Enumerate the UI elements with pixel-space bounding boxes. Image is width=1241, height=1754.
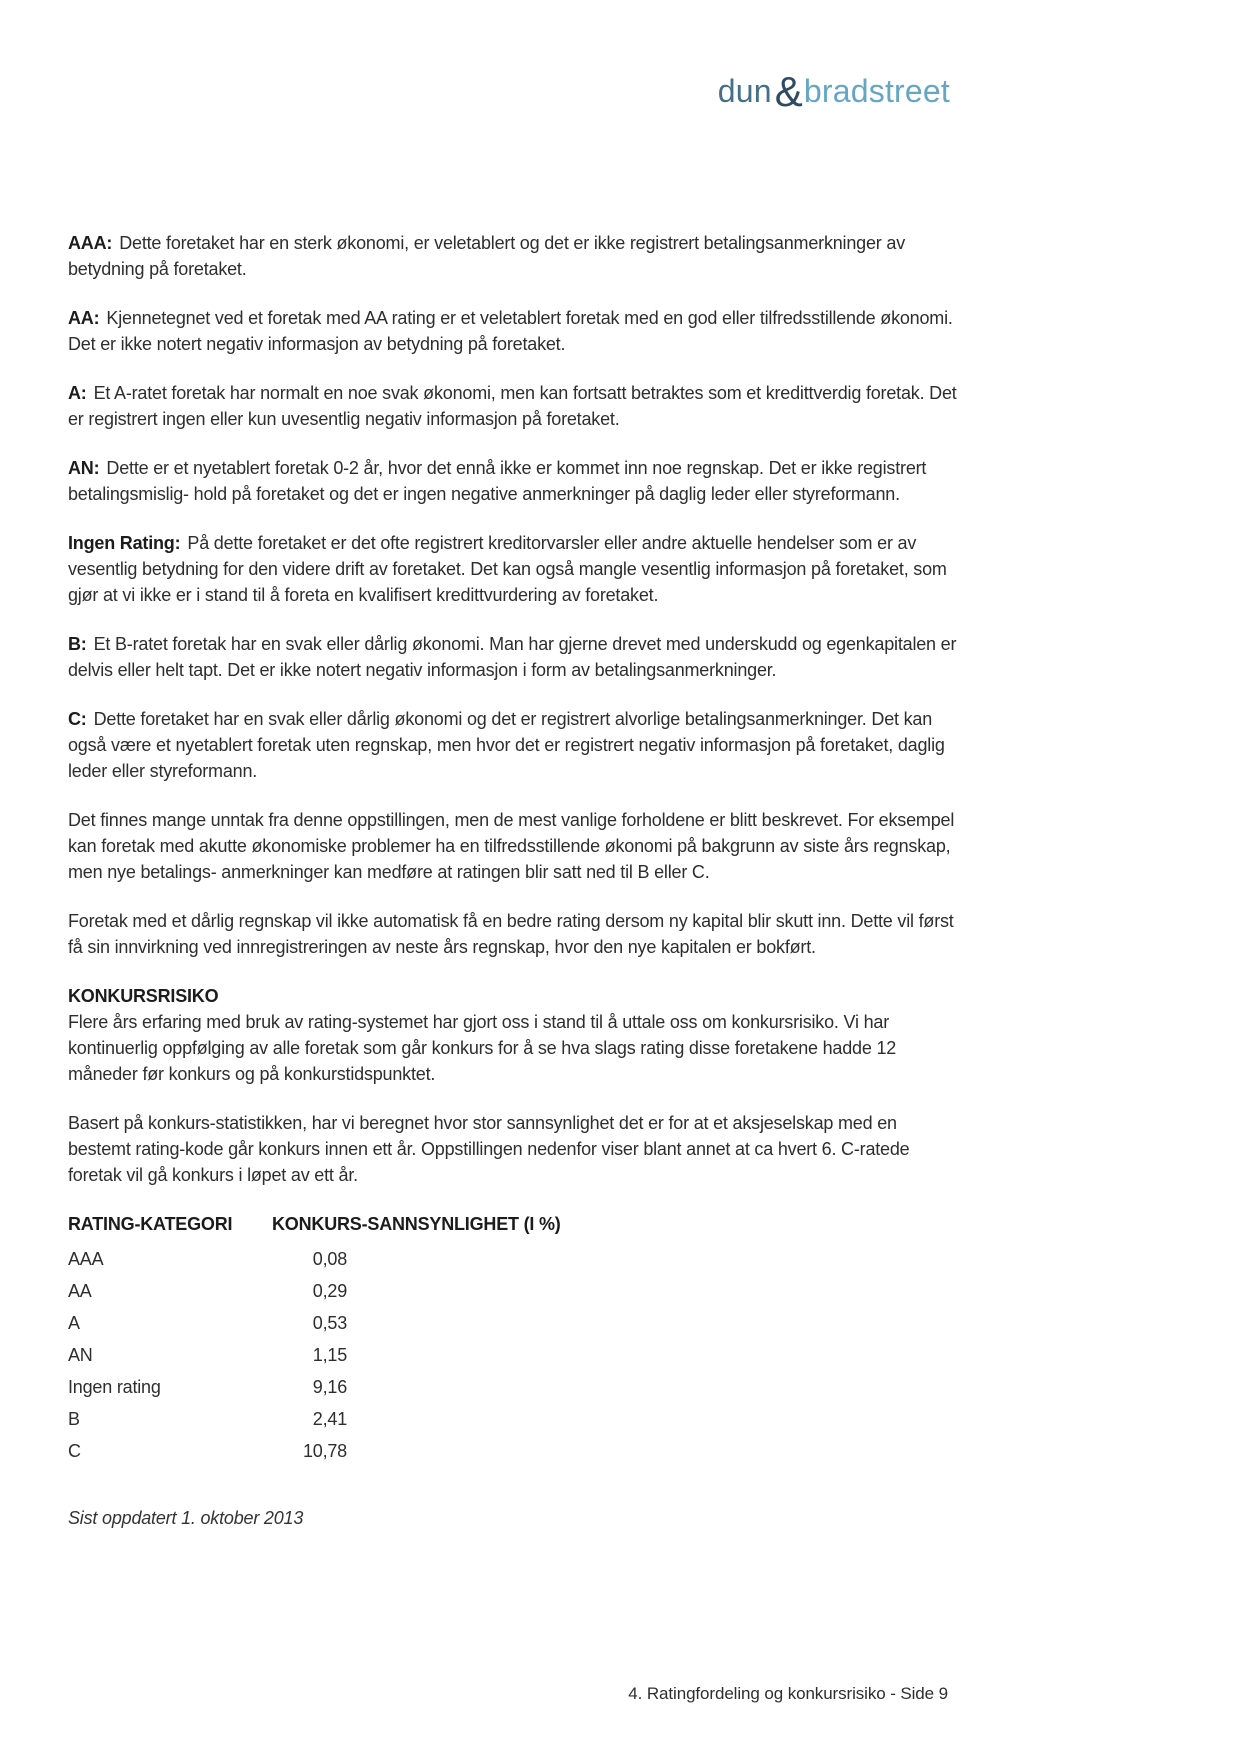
table-cell-value: 0,29 (312, 1281, 347, 1301)
paragraph-an (68, 455, 960, 507)
paragraph-text: Dette er et nyetablert foretak 0-2 år, hvor det ennå ikke er kommet inn noe regnskap. Det er ikke registrert betalingsmislig- hold på foretaket og det er ingen negative anmerkninger på daglig leder eller styreformann. (68, 458, 927, 504)
table-cell-value: 0,08 (312, 1249, 347, 1269)
paragraph-text: På dette foretaket er det ofte registrert kreditorvarsler eller andre aktuelle hendelser som er av vesentlig betydning for den videre drift av foretaket. Det kan også mangle vesentlig informasjon på foretaket, som gjør at vi ikke er i stand til å foreta en kvalifisert kredittvurdering av foretaket. (68, 533, 947, 605)
paragraph-text: Et A-ratet foretak har normalt en noe svak økonomi, men kan fortsatt betraktes som et kredittverdig foretak. Det er registrert ingen eller kun uvesentlig negativ informasjon på foretaket. (68, 383, 957, 429)
document-body (68, 230, 960, 1531)
table-cell-category: AN (68, 1345, 93, 1365)
rating-label-an: AN: (68, 458, 100, 478)
table-row (68, 1371, 960, 1403)
rating-label-ingen-rating: Ingen Rating: (68, 533, 181, 553)
table-header-konkurs-sannsynlighet: KONKURS-SANNSYNLIGHET (I %) (272, 1214, 561, 1234)
konkursrisiko-heading: KONKURSRISIKO (68, 986, 219, 1006)
table-row (68, 1403, 960, 1435)
page-footer: 4. Ratingfordeling og konkursrisiko - Side 9 (628, 1684, 948, 1703)
rating-label-aaa: AAA: (68, 233, 113, 253)
konkursrisiko-paragraph-1: Flere års erfaring med bruk av rating-systemet har gjort oss i stand til å uttale oss om konkursrisiko. Vi har kontinuerlig oppfølging av alle foretak som går konkurs for å se hva slags rating disse foretakene hadde 12 måneder før konkurs og på konkurstidspunktet. (68, 1012, 897, 1084)
paragraph-text: Et B-ratet foretak har en svak eller dårlig økonomi. Man har gjerne drevet med underskudd og egenkapitalen er delvis eller helt tapt. Det er ikke notert negativ informasjon i form av betalingsanmerkninger. (68, 634, 957, 680)
rating-probability-table (68, 1211, 960, 1467)
paragraph-c (68, 706, 960, 784)
rating-label-b: B: (68, 634, 87, 654)
table-cell-value: 1,15 (312, 1345, 347, 1365)
logo-text-dun: dun (717, 73, 772, 109)
table-cell-value: 0,53 (312, 1313, 347, 1333)
paragraph-b (68, 631, 960, 683)
logo-text-bradstreet: bradstreet (803, 73, 950, 109)
konkursrisiko-paragraph-2: Basert på konkurs-statistikken, har vi beregnet hvor stor sannsynlighet det er for at et aksjeselskap med en bestemt rating-kode går konkurs innen ett år. Oppstillingen nedenfor viser blant annet at ca hvert 6. C-ratede foretak vil gå konkurs i løpet av ett år. (68, 1113, 910, 1185)
table-cell-category: C (68, 1441, 81, 1461)
dun-bradstreet-logo (717, 68, 950, 115)
table-cell-category: Ingen rating (68, 1377, 161, 1397)
paragraph-text: Dette foretaket har en svak eller dårlig økonomi og det er registrert alvorlige betalingsanmerkninger. Det kan også være et nyetablert foretak uten regnskap, men hvor det er registrert negativ informasjon på foretaket, daglig leder eller styreformann. (68, 709, 945, 781)
paragraph-exceptions (68, 807, 960, 885)
table-header-row (68, 1211, 960, 1237)
ampersand-logo-glyph: & (774, 68, 803, 115)
rating-label-a: A: (68, 383, 87, 403)
table-cell-value: 2,41 (312, 1409, 347, 1429)
table-header-rating-kategori: RATING-KATEGORI (68, 1214, 233, 1234)
table-cell-category: AA (68, 1281, 92, 1301)
paragraph-new-capital (68, 908, 960, 960)
konkursrisiko-section (68, 983, 960, 1188)
table-cell-value: 10,78 (302, 1441, 347, 1461)
paragraph-a (68, 380, 960, 432)
last-updated-note: Sist oppdatert 1. oktober 2013 (68, 1508, 304, 1528)
table-cell-value: 9,16 (312, 1377, 347, 1397)
paragraph-text: Foretak med et dårlig regnskap vil ikke automatisk få en bedre rating dersom ny kapital blir skutt inn. Dette vil først få sin innvirkning ved innregistreringen av neste års regnskap, hvor den nye kapitalen er bokført. (68, 911, 954, 957)
table-cell-category: B (68, 1409, 80, 1429)
paragraph-text: Det finnes mange unntak fra denne oppstillingen, men de mest vanlige forholdene er blitt beskrevet. For eksempel kan foretak med akutte økonomiske problemer ha en tilfredsstillende økonomi på bakgrunn av siste års regnskap, men nye betalings- anmerkninger kan medføre at ratingen blir satt ned til B eller C. (68, 810, 955, 882)
table-row (68, 1275, 960, 1307)
table-row (68, 1307, 960, 1339)
paragraph-text: Kjennetegnet ved et foretak med AA rating er et veletablert foretak med en god eller tilfredsstillende økonomi. Det er ikke notert negativ informasjon av betydning på foretaket. (68, 308, 953, 354)
table-cell-category: AAA (68, 1249, 104, 1269)
table-row (68, 1243, 960, 1275)
table-row (68, 1435, 960, 1467)
paragraph-aa (68, 305, 960, 357)
rating-label-c: C: (68, 709, 87, 729)
rating-label-aa: AA: (68, 308, 100, 328)
paragraph-text: Dette foretaket har en sterk økonomi, er veletablert og det er ikke registrert betalingsanmerkninger av betydning på foretaket. (68, 233, 905, 279)
table-cell-category: A (68, 1313, 80, 1333)
paragraph-aaa (68, 230, 960, 282)
table-row (68, 1339, 960, 1371)
paragraph-ingen-rating (68, 530, 960, 608)
